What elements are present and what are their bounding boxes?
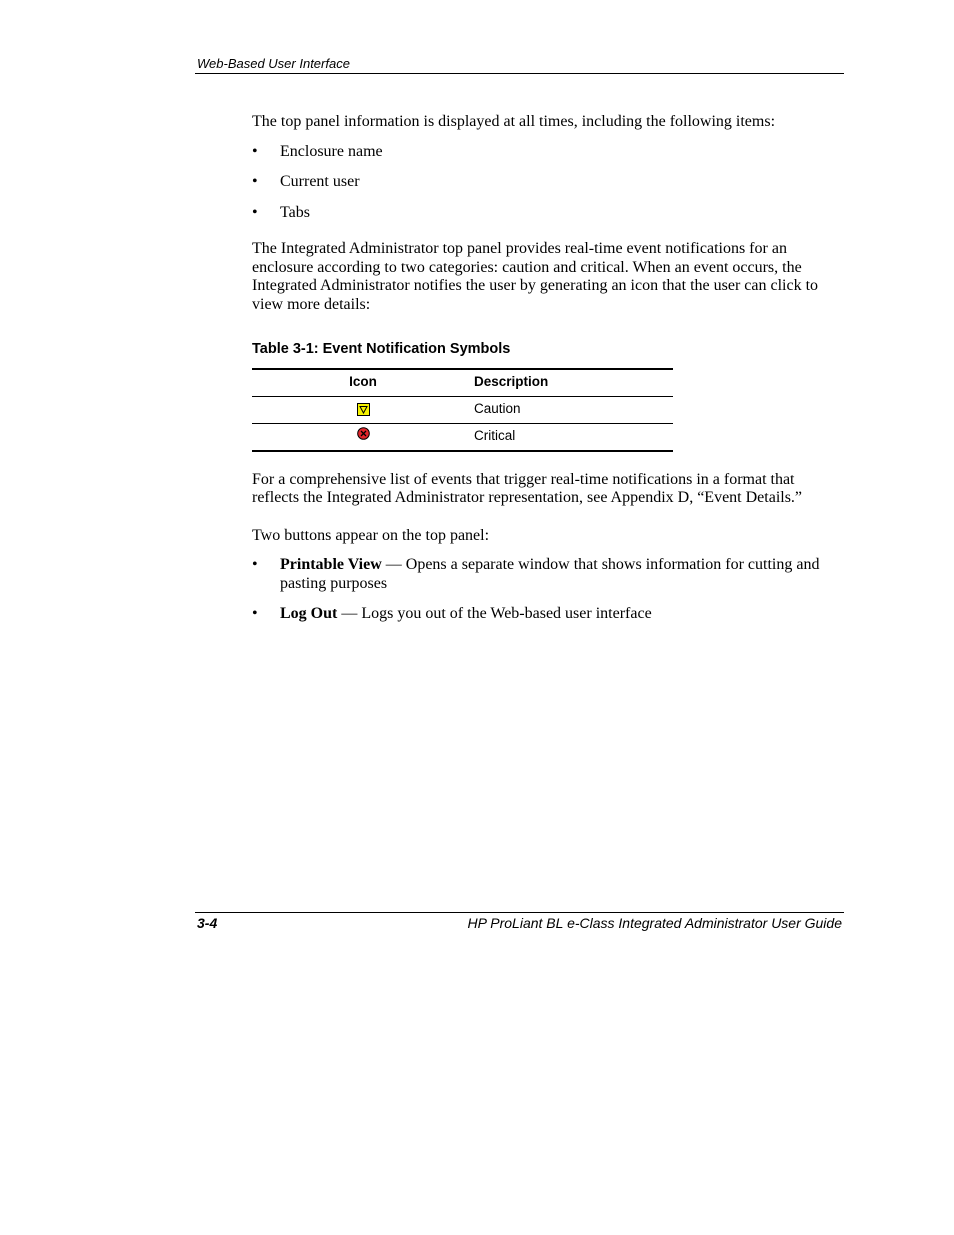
- running-header: Web-Based User Interface: [197, 56, 350, 71]
- header-rule: [195, 73, 844, 74]
- caution-description: Caution: [474, 401, 521, 417]
- page-content: [252, 113, 844, 624]
- table-row: [252, 423, 673, 451]
- buttons-intro: Two buttons appear on the top panel:: [252, 526, 490, 544]
- printable-view-term: Printable View: [280, 556, 382, 573]
- list-item: • Log Out — Logs you out of the Web-based user interface: [252, 605, 652, 622]
- icon-column-header: Icon: [349, 374, 377, 390]
- critical-description: Critical: [474, 428, 516, 444]
- table-header-row: [252, 369, 673, 397]
- table-row: [252, 396, 673, 423]
- bullet-icon: •: [252, 142, 258, 160]
- footer-rule: [195, 912, 844, 913]
- intro-paragraph: The top panel information is displayed at all times, including the following items:: [252, 113, 776, 130]
- bullet-icon: •: [252, 556, 258, 573]
- log-out-term: Log Out: [280, 605, 338, 622]
- page-number: 3-4: [197, 915, 218, 931]
- description-column-header: Description: [474, 374, 549, 390]
- list-item: • Tabs: [252, 203, 310, 221]
- bullet-icon: •: [252, 605, 258, 622]
- event-notification-table: [252, 368, 673, 452]
- bullet-icon: •: [252, 203, 258, 221]
- notifications-paragraph: The Integrated Administrator top panel provides real-time event notifications for an enclosure according to two categories: caution and critical. When an event occurs, the Integrated Administrator notifies the user by generating an icon that the user can click to view more details:: [252, 240, 819, 313]
- bullet-icon: •: [252, 173, 258, 190]
- list-item: • Printable View — Opens a separate window that shows information for cutting and pasting purposes: [252, 556, 820, 592]
- events-paragraph: For a comprehensive list of events that trigger real-time notifications in a format that reflects the Integrated Administrator representation, see Appendix D, “Event Details.”: [252, 470, 803, 506]
- list-item: • Enclosure name: [252, 142, 383, 160]
- top-panel-items-list: [252, 143, 844, 223]
- guide-title: HP ProLiant BL e-Class Integrated Administrator User Guide: [467, 915, 842, 931]
- table-caption: Table 3-1: Event Notification Symbols: [252, 341, 511, 357]
- critical-x-icon: [357, 427, 370, 446]
- buttons-list: [252, 556, 844, 624]
- caution-triangle-icon: [357, 403, 370, 416]
- list-item: • Current user: [252, 173, 360, 190]
